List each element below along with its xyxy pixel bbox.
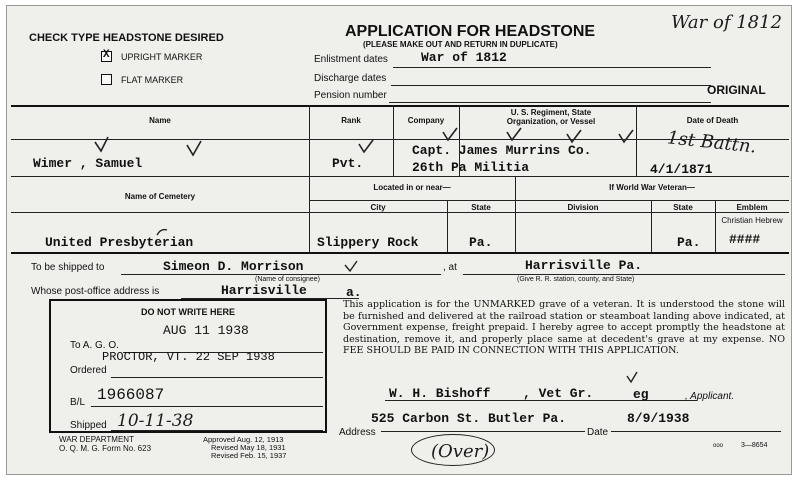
cemetery-name: United Presbyterian xyxy=(45,235,194,250)
state-column-header: State xyxy=(471,203,491,212)
date-of-death: 4/1/1871 xyxy=(650,162,713,177)
division-column-header: Division xyxy=(567,203,599,212)
check-mark-name xyxy=(95,137,108,151)
application-date: 8/9/1938 xyxy=(627,411,690,426)
application-statement: This application is for the UNMARKED grave of a veteran. It is understood the stone will be furnished and delivered at the railroad station or steamboat landing above indicated, at Government expense, freight prepaid. I hereby agree to accept promptly the headstone at destination, remove it, and properly place same at decedent's grave at my expense. NO FEE SHOULD BE PAID IN CONNECTION WITH THIS APPLICATION. xyxy=(343,299,785,356)
emblem-strikeout: #### xyxy=(729,232,761,247)
shipping-station: Harrisville Pa. xyxy=(525,258,643,273)
check-mark-regiment xyxy=(507,128,521,140)
headstone-application-card xyxy=(6,5,792,475)
postoffice-address-tail: a. xyxy=(346,285,362,300)
pen-stroke-cemetery xyxy=(157,230,167,235)
consignee-caption: (Name of consignee) xyxy=(255,276,320,283)
shipped-date: 10-11-38 xyxy=(117,411,194,431)
applicant-label: , Applicant. xyxy=(685,391,735,402)
upright-marker-check-mark: X xyxy=(103,49,110,61)
battalion-handwritten-note: 1st Battn. xyxy=(666,127,758,158)
address-label: Address xyxy=(339,427,376,438)
revised-date-1: Revised May 18, 1931 xyxy=(211,443,286,452)
original-label: ORIGINAL xyxy=(707,83,766,97)
date-label: Date xyxy=(587,427,609,438)
check-mark-company xyxy=(443,128,457,140)
upright-marker-label: UPRIGHT MARKER xyxy=(121,52,203,62)
approved-date: Approved Aug. 12, 1913 xyxy=(203,435,284,444)
discharge-label: Discharge dates xyxy=(314,73,387,84)
form-subtitle: (PLEASE MAKE OUT AND RETURN IN DUPLICATE) xyxy=(363,40,558,49)
shipped-label: Shipped xyxy=(70,420,107,431)
applicant-name: W. H. Bishoff xyxy=(389,386,491,401)
check-mark-regiment-3 xyxy=(619,130,633,142)
station-caption: (Give R. R. station, county, and State) xyxy=(517,276,635,283)
shipped-to-label: To be shipped to xyxy=(31,262,105,273)
applicant-title-tail: eg xyxy=(633,387,649,402)
do-not-write-heading: DO NOT WRITE HERE xyxy=(141,307,235,317)
over-note: (Over) xyxy=(431,441,490,462)
applicant-title: , Vet Gr. xyxy=(523,386,594,401)
enlistment-value: War of 1812 xyxy=(421,50,507,65)
company-column-header: Company xyxy=(407,116,445,125)
cemetery-column-header: Name of Cemetery xyxy=(124,192,196,201)
revised-date-2: Revised Feb. 15, 1937 xyxy=(211,451,287,460)
print-prefix: ooo xyxy=(713,443,724,449)
bl-label: B/L xyxy=(70,397,86,408)
war-department-label: WAR DEPARTMENT xyxy=(59,435,134,444)
ordered-label: Ordered xyxy=(70,365,107,376)
form-title: APPLICATION FOR HEADSTONE xyxy=(345,23,596,40)
enlistment-label: Enlistment dates xyxy=(314,54,388,65)
check-mark-first-name xyxy=(187,141,201,155)
cemetery-state: Pa. xyxy=(469,235,493,250)
postoffice-label: Whose post-office address is xyxy=(31,286,160,297)
veteran-state: Pa. xyxy=(677,235,701,250)
located-column-header: Located in or near— xyxy=(373,183,451,192)
applicant-address: 525 Carbon St. Butler Pa. xyxy=(371,411,567,426)
emblem-column-header: Emblem xyxy=(736,203,768,212)
wv-state-column-header: State xyxy=(673,203,693,212)
check-mark-rank xyxy=(359,140,373,152)
pension-label: Pension number xyxy=(314,90,387,101)
check-mark-shipping xyxy=(345,261,357,271)
city-column-header: City xyxy=(370,203,386,212)
death-column-header: Date of Death xyxy=(686,116,739,125)
soldier-company: Capt. James Murrins Co. xyxy=(412,143,592,158)
consignee-name: Simeon D. Morrison xyxy=(163,259,304,274)
check-mark-regiment-2 xyxy=(567,130,581,142)
headstone-type-heading: CHECK TYPE HEADSTONE DESIRED xyxy=(29,32,224,44)
print-code: 3—8654 xyxy=(741,442,768,449)
soldier-name: Wimer , Samuel xyxy=(33,156,143,171)
proctor-stamp: PROCTOR, VT. 22 SEP 1938 xyxy=(102,350,275,364)
soldier-rank: Pvt. xyxy=(332,156,364,171)
pen-check-marks xyxy=(7,6,793,476)
cemetery-city: Slippery Rock xyxy=(317,235,419,250)
soldier-regiment: 26th Pa Militia xyxy=(412,160,530,175)
received-date-stamp: AUG 11 1938 xyxy=(163,323,249,338)
corner-handwritten-note: War of 1812 xyxy=(671,12,783,33)
veteran-column-header: If World War Veteran— xyxy=(609,183,695,192)
form-number: O. Q. M. G. Form No. 623 xyxy=(59,444,152,453)
regiment-column-header: U. S. Regiment, State Organization, or Vessel xyxy=(506,108,596,126)
to-ago-label: To A. G. O. xyxy=(70,340,119,351)
name-column-header: Name xyxy=(149,116,171,125)
postoffice-address: Harrisville xyxy=(221,283,307,298)
bl-number: 1966087 xyxy=(97,386,165,404)
flat-marker-label: FLAT MARKER xyxy=(121,75,184,85)
emblem-options: Christian Hebrew xyxy=(721,216,783,225)
rank-column-header: Rank xyxy=(341,116,361,125)
at-label: , at xyxy=(443,262,457,273)
check-mark-applicant xyxy=(627,372,637,382)
